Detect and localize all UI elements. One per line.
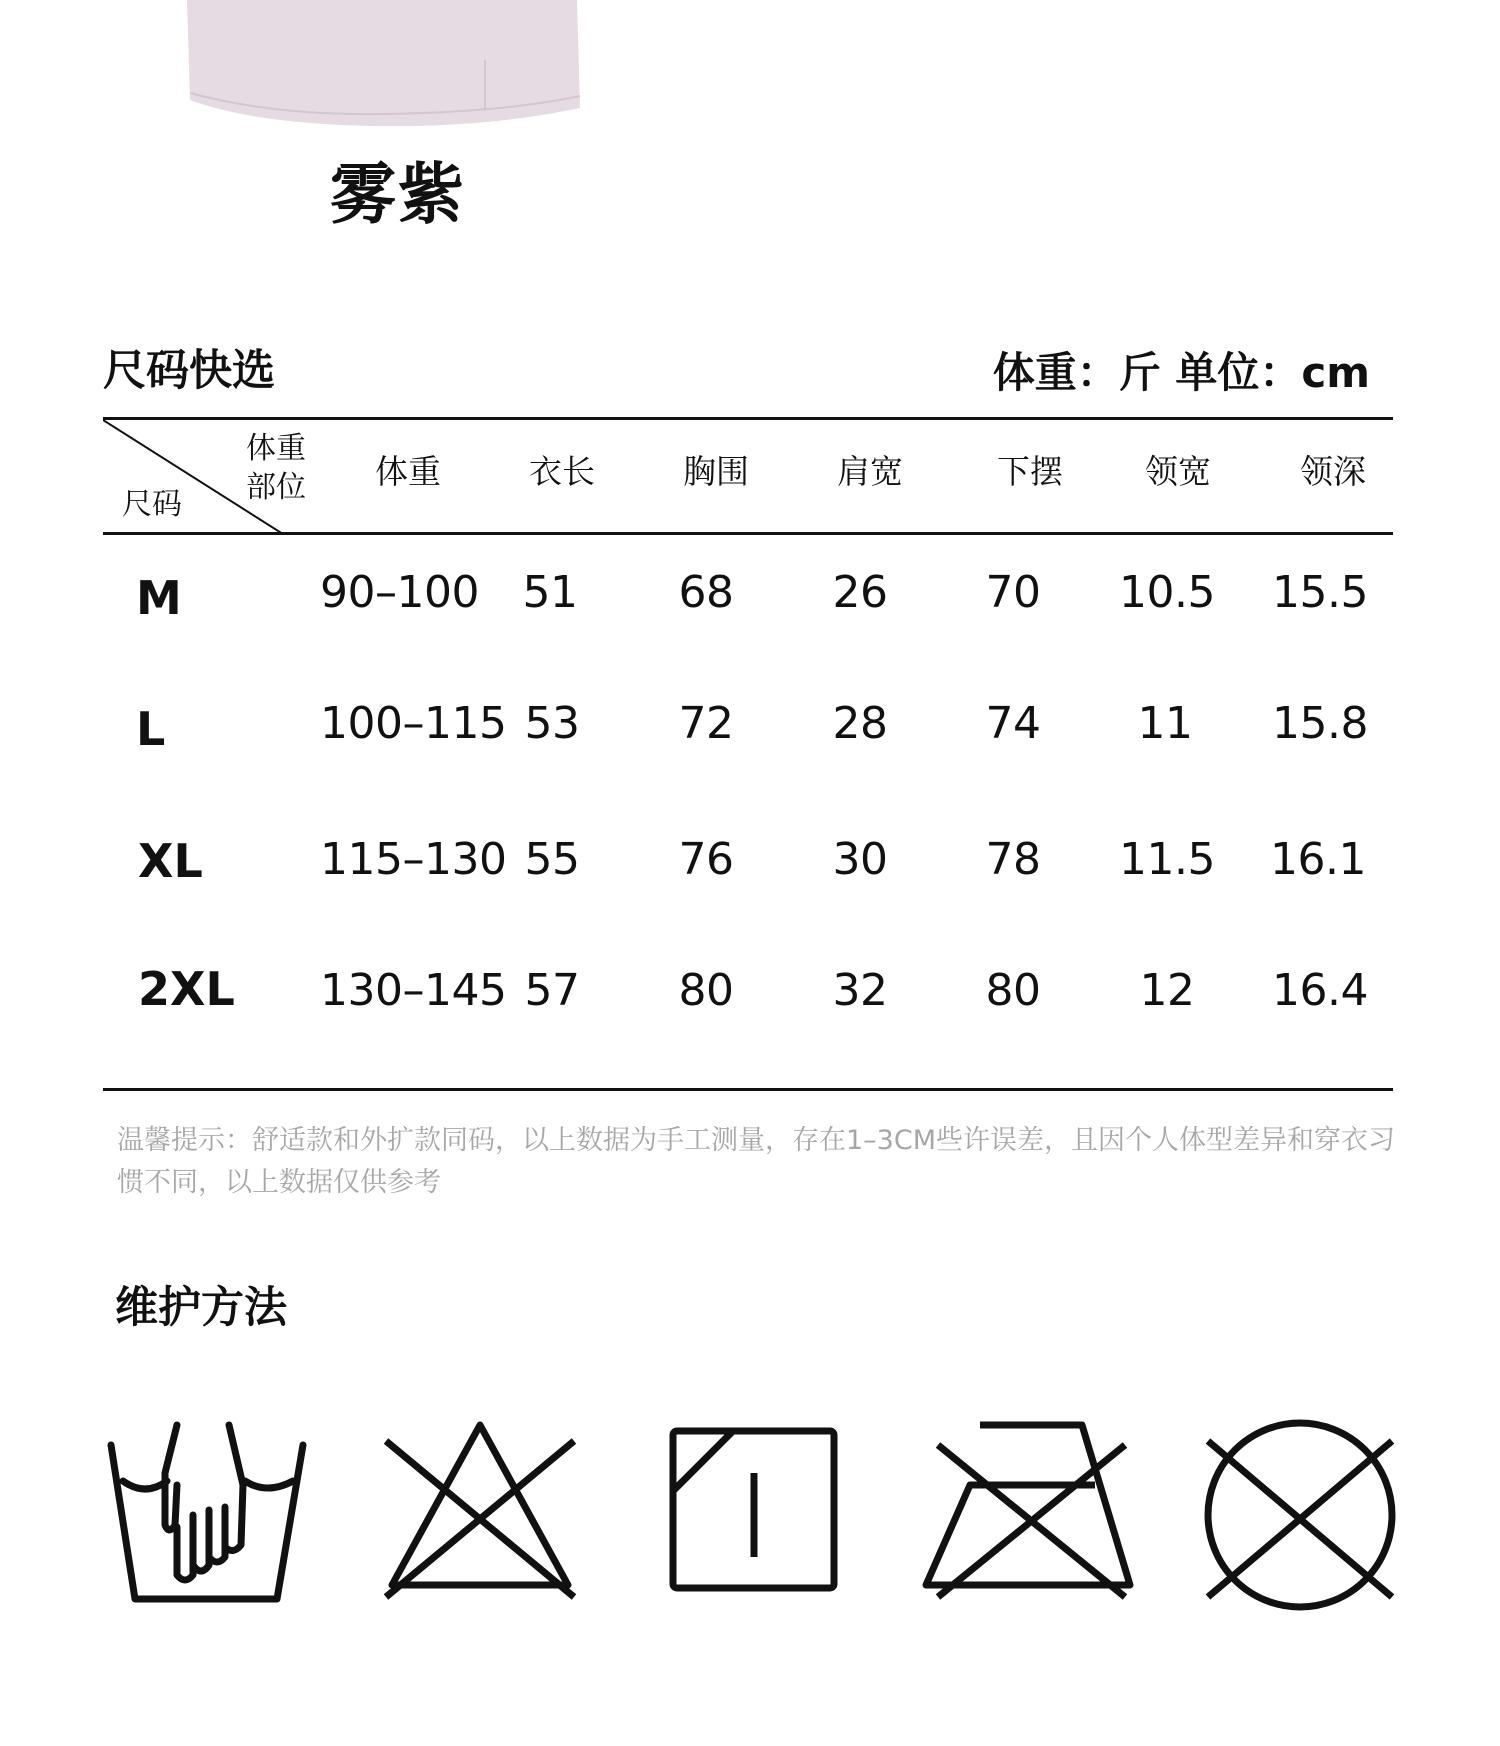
units-note: 体重：斤 单位：cm [992, 348, 1370, 397]
cell-neck-width: 11 [1137, 698, 1193, 749]
cell-chest: 68 [678, 567, 734, 618]
color-name: 雾紫 [330, 156, 466, 233]
cell-hem: 80 [985, 965, 1041, 1016]
cell-shoulder: 32 [832, 965, 888, 1016]
corner-label-weight: 体重 [246, 431, 306, 466]
header-bottom-rule [103, 532, 1393, 535]
table-bottom-rule [103, 1088, 1393, 1091]
column-header-length: 衣长 [529, 452, 595, 491]
do-not-iron-icon [920, 1415, 1135, 1615]
cell-neck-width: 12 [1139, 965, 1195, 1016]
column-header-shoulder: 肩宽 [837, 452, 903, 491]
cell-length: 57 [524, 965, 580, 1016]
cell-neck-depth: 15.5 [1272, 567, 1368, 618]
cell-weight: 90–100 [320, 567, 479, 618]
cell-neck-depth: 16.4 [1272, 965, 1368, 1016]
do-not-bleach-icon [380, 1415, 580, 1615]
size-label-l: L [136, 702, 166, 756]
care-title: 维护方法 [115, 1283, 287, 1333]
corner-label-part: 部位 [246, 470, 306, 505]
cell-neck-width: 11.5 [1119, 834, 1215, 885]
tumble-dry-icon [667, 1415, 842, 1595]
cell-length: 51 [522, 567, 578, 618]
size-label-xl: XL [138, 834, 203, 888]
cell-weight: 115–130 [320, 834, 507, 885]
cell-chest: 80 [678, 965, 734, 1016]
cell-length: 53 [524, 698, 580, 749]
cell-neck-depth: 15.8 [1272, 698, 1368, 749]
column-header-neck-depth: 领深 [1300, 452, 1366, 491]
corner-label-size: 尺码 [122, 487, 182, 522]
cell-weight: 130–145 [320, 965, 507, 1016]
hand-wash-icon [105, 1415, 310, 1615]
size-label-2xl: 2XL [138, 962, 235, 1016]
cell-chest: 76 [678, 834, 734, 885]
cell-weight: 100–115 [320, 698, 507, 749]
column-header-hem: 下摆 [997, 452, 1063, 491]
column-header-chest: 胸围 [683, 452, 749, 491]
cell-neck-width: 10.5 [1119, 567, 1215, 618]
column-header-weight: 体重 [375, 452, 441, 491]
size-chart-title: 尺码快选 [103, 346, 275, 396]
cell-hem: 74 [985, 698, 1041, 749]
cell-shoulder: 28 [832, 698, 888, 749]
column-header-neck-width: 领宽 [1145, 452, 1211, 491]
cell-hem: 70 [985, 567, 1041, 618]
cell-shoulder: 26 [832, 567, 888, 618]
shirt-hem-image [185, 0, 585, 130]
table-top-rule [103, 417, 1393, 420]
size-label-m: M [136, 571, 182, 625]
cell-hem: 78 [985, 834, 1041, 885]
cell-chest: 72 [678, 698, 734, 749]
cell-shoulder: 30 [832, 834, 888, 885]
cell-neck-depth: 16.1 [1270, 834, 1366, 885]
do-not-dry-clean-icon [1200, 1415, 1400, 1615]
cell-length: 55 [524, 834, 580, 885]
size-disclaimer-note: 温馨提示：舒适款和外扩款同码，以上数据为手工测量，存在1–3CM些许误差，且因个人体型差异和穿衣习惯不同，以上数据仅供参考 [117, 1125, 1396, 1198]
